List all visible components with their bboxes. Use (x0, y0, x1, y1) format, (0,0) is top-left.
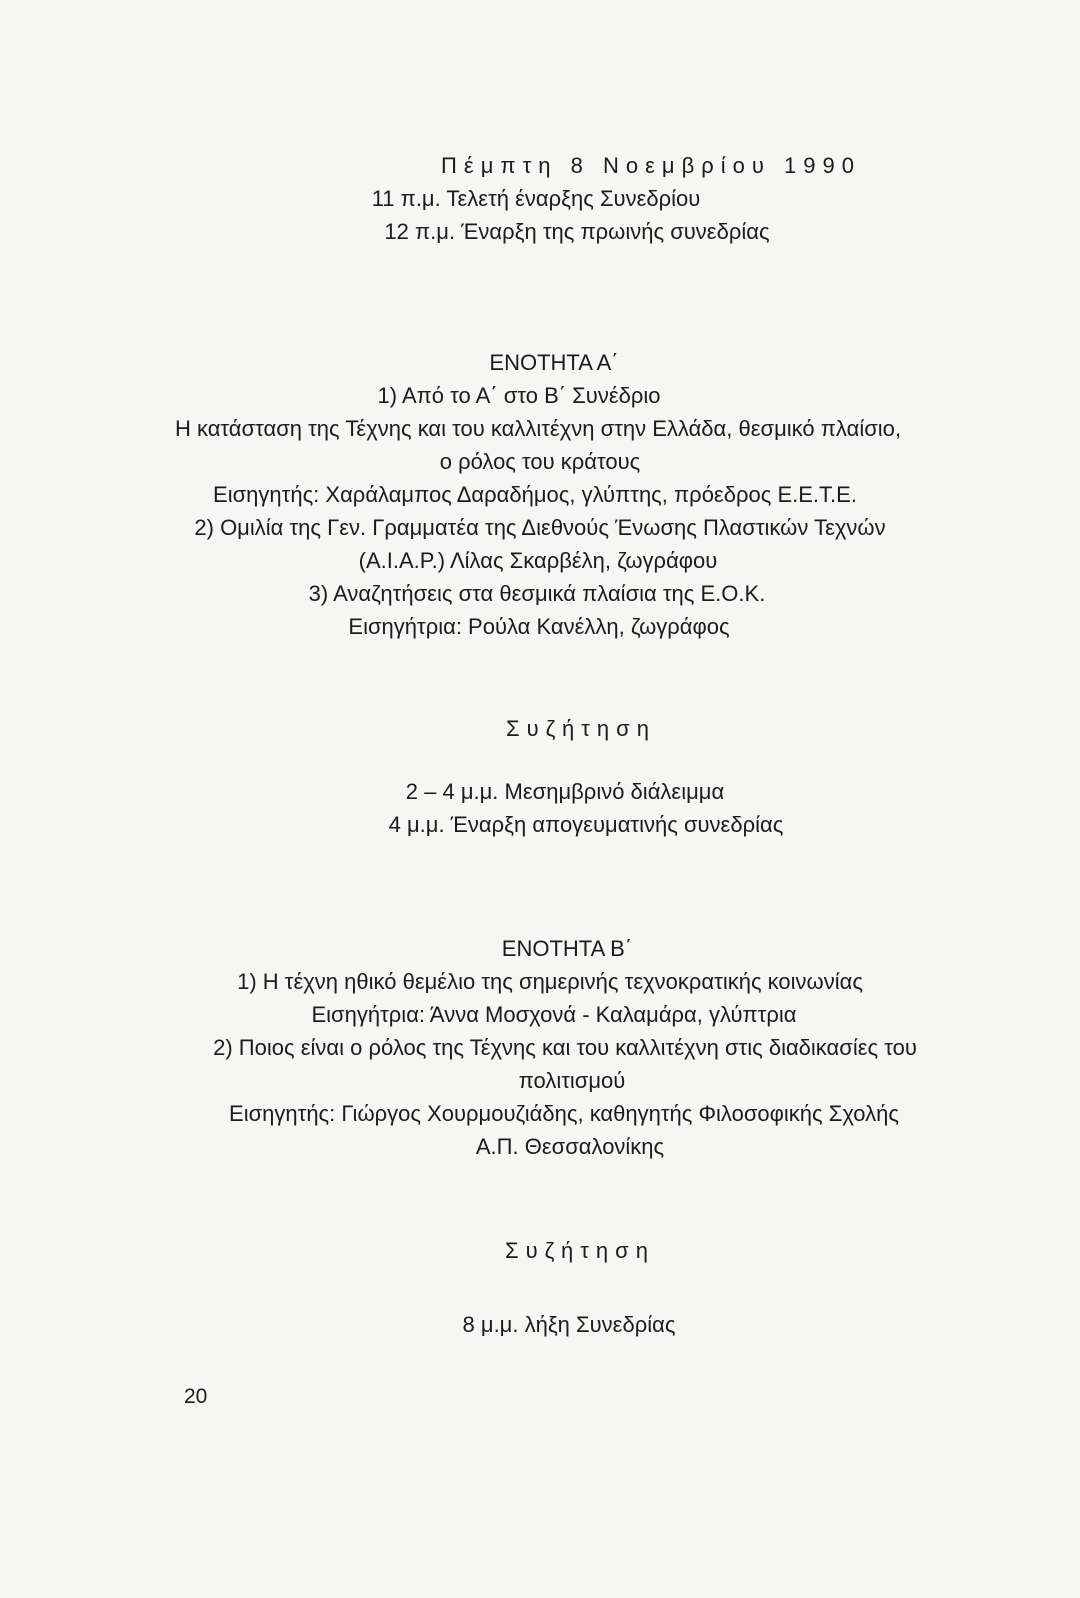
section-a-line: 3) Αναζητήσεις στα θεσμικά πλαίσια της Ε.Ο.Κ. (308, 581, 766, 606)
conference-closing: 8 μ.μ. λήξη Συνεδρίας (462, 1312, 676, 1337)
lunch-break: 2 – 4 μ.μ. Μεσημβρινό διάλειμμα (405, 779, 725, 804)
opening-ceremony: 11 π.μ. Τελετή έναρξης Συνεδρίου (371, 186, 701, 211)
section-a-line: Εισηγήτρια: Ρούλα Κανέλλη, ζωγράφος (348, 614, 730, 639)
section-a-line: (Α.Ι.Α.Ρ.) Λίλας Σκαρβέλη, ζωγράφου (358, 548, 718, 573)
page-number: 20 (184, 1385, 208, 1408)
section-b-line: Εισηγήτρια: Άννα Μοσχονά - Καλαμάρα, γλύπτρια (311, 1002, 797, 1027)
section-b-line: Εισηγητής: Γιώργος Χουρμουζιάδης, καθηγητής Φιλοσοφικής Σχολής (229, 1101, 899, 1126)
section-a-line: Εισηγητής: Χαράλαμπος Δαραδήμος, γλύπτης, πρόεδρος Ε.Ε.Τ.Ε. (213, 482, 857, 507)
section-a-line: 1) Από το Α΄ στο Β΄ Συνέδριο (377, 383, 661, 408)
day-header: Πέμπτη 8 Νοεμβρίου 1990 (441, 153, 861, 178)
section-b-line: πολιτισμού (518, 1068, 626, 1093)
morning-session-start: 12 π.μ. Έναρξη της πρωινής συνεδρίας (384, 219, 770, 244)
section-a-line: 2) Ομιλία της Γεν. Γραμματέα της Διεθνούς Ένωσης Πλαστικών Τεχνών (194, 515, 886, 540)
section-a-line: Η κατάσταση της Τέχνης και του καλλιτέχνη στην Ελλάδα, θεσμικό πλαίσιο, (174, 416, 902, 441)
discussion-heading: Συζήτηση (506, 716, 656, 741)
section-b-line: 2) Ποιος είναι ο ρόλος της Τέχνης και του καλλιτέχνη στις διαδικασίες του (213, 1035, 917, 1060)
section-b-line: 1) Η τέχνη ηθικό θεμέλιο της σημερινής τεχνοκρατικής κοινωνίας (237, 969, 863, 994)
section-b-title: ΕΝΟΤΗΤΑ Β΄ (501, 936, 633, 961)
section-a-title: ΕΝΟΤΗΤΑ Α΄ (489, 350, 619, 375)
discussion-heading: Συζήτηση (505, 1238, 655, 1263)
section-b-line: Α.Π. Θεσσαλονίκης (475, 1134, 665, 1159)
section-a-line: ο ρόλος του κράτους (439, 449, 641, 474)
afternoon-session-start: 4 μ.μ. Έναρξη απογευματινής συνεδρίας (388, 812, 784, 837)
